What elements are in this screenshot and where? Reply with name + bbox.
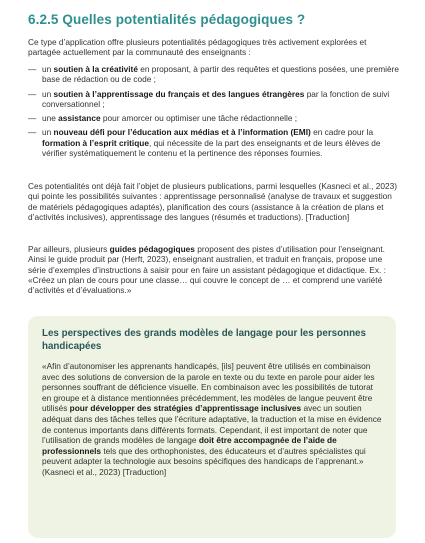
bullet-dash: — xyxy=(28,127,37,138)
box-body xyxy=(42,361,382,478)
intro-paragraph: Ce type d’application offre plusieurs potentialités pédagogiques très activement explorées et partagée actuellement par la communauté des enseignants : xyxy=(28,37,367,58)
guides-paragraph: Par ailleurs, plusieurs guides pédagogiques proposent des pistes d’utilisation pour l’enseignant. Ainsi le guide produit par (Herft, 2023), enseignant australien, et traduit en français, propose une série d’exemples d’instructions à saisir pour en faire un assistant pédagogique et didactique. Ex. : «Créez un plan de cours pour une classe… qui couvre le concept de … et comprend une variété d’activités et d’évaluations.» xyxy=(28,244,386,296)
list-item: — une assistance pour amorcer ou optimiser une tâche rédactionnelle ; xyxy=(28,113,298,124)
bold-term: assistance xyxy=(58,113,101,124)
quote-box xyxy=(28,316,396,538)
box-quote: «Afin d’autonomiser les apprenants handicapés, [ils] peuvent être utilisés en combinaison avec des solutions de conversion de la parole en texte ou du texte en parole pour aider les personnes souffrant de déficience visuelle. En combinaison avec les possibilités de tutorat en groupe et à distance mentionnées précédemment, les modèles de langue peuvent être utilisés pour développer des stratégies d’apprentissage inclusives avec un soutien adéquat dans des tâches telles que l’écriture adaptative, la traduction et la mise en évidence de contenus importants dans différents formats. Cependant, il est important de noter que l’utilisation de grands modèles de langage doit être accompagnée de l’aide de professionnels tels que des orthophonistes, des éducateurs et d’autres spécialistes qui peuvent adapter la technologie aux besoins spécifiques des handicaps de l’apprenant.» xyxy=(42,361,382,467)
box-title: Les perspectives des grands modèles de langage pour les personnes handicapées xyxy=(42,328,366,352)
bullet-dash: — xyxy=(28,113,37,124)
bold-term: formation à l’esprit critique xyxy=(42,137,149,148)
bullet-dash: — xyxy=(28,88,37,99)
potentialities-list xyxy=(28,64,400,162)
bold-term: soutien à l’apprentissage du français et des langues étrangères xyxy=(53,88,305,99)
bold-term: pour développer des stratégies d’apprentissage inclusives xyxy=(69,403,302,414)
list-item: — un nouveau défi pour l’éducation aux médias et à l’information (EMI) en cadre pour la formation à l’esprit critique, qui nécessite de la part des enseignants et de leurs élèves de vérifier systématiquement le contenu et la pertinence des réponses fournies. xyxy=(28,127,381,159)
section-title: 6.2.5 Quelles potentialités pédagogiques ? xyxy=(28,12,306,27)
box-citation: (Kasneci et al., 2023) [Traduction] xyxy=(42,466,167,477)
list-item: — un soutien à la créativité en proposant, à partir des requêtes et questions posées, une première base de rédaction ou de code ; xyxy=(28,64,399,85)
bold-term: nouveau défi pour l’éducation aux médias et à l’information (EMI) xyxy=(53,127,311,138)
bold-term: soutien à la créativité xyxy=(53,64,138,74)
list-item: — un soutien à l’apprentissage du français et des langues étrangères par la fonction de suivi conversationnel ; xyxy=(28,88,390,109)
bold-term: doit être accompagnée de l’aide de professionnels xyxy=(42,435,337,456)
bold-term: guides pédagogiques xyxy=(109,244,195,254)
bullet-dash: — xyxy=(28,64,37,74)
publications-paragraph: Ces potentialités ont déjà fait l’objet de plusieurs publications, parmi lesquelles (Kasneci et al., 2023) qui pointe les possibilités suivantes : apprentissage personnalisé (analyse de travaux et suggestion de matériels pédagogiques adaptés), planification des cours (assistance à la création de plans et d’activités inclusives), apprentissage des langues (résumés et traductions). [Traduction] xyxy=(28,181,397,222)
